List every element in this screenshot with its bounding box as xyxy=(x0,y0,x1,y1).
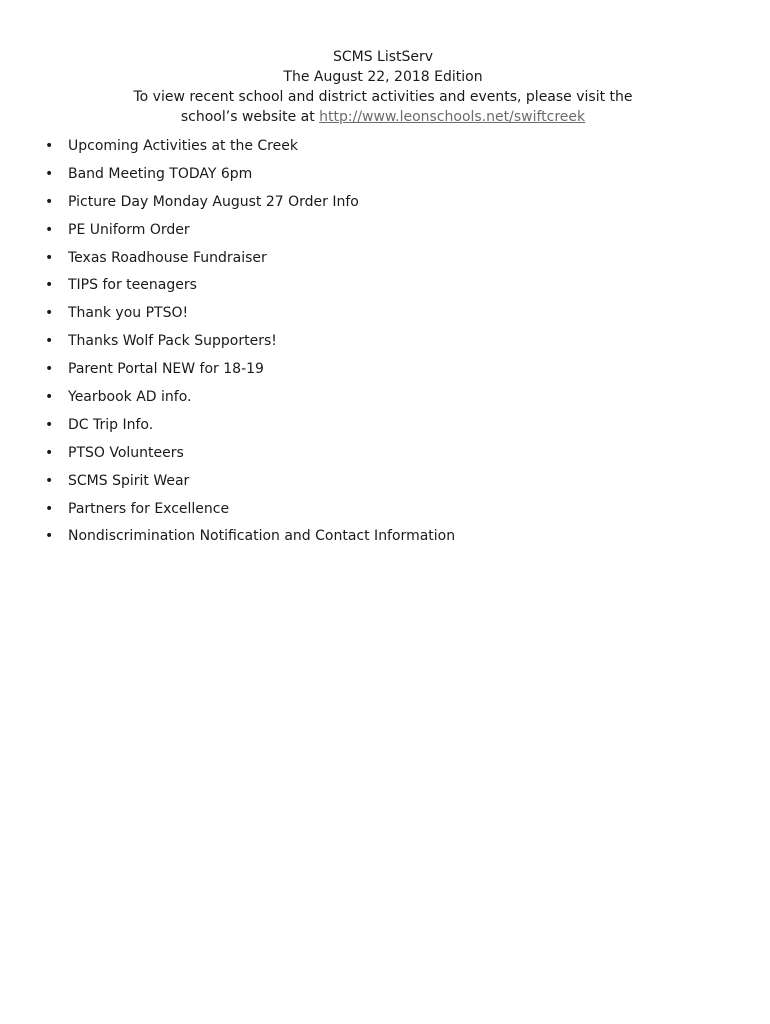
list-item-label: DC Trip Info. xyxy=(68,416,154,433)
edition-date: The August 22, 2018 Edition xyxy=(283,69,483,85)
bullet-icon: • xyxy=(45,444,54,461)
newsletter-title: SCMS ListServ xyxy=(332,49,434,65)
bullet-icon: • xyxy=(45,165,54,182)
bullet-icon: • xyxy=(45,528,54,545)
bullet-icon: • xyxy=(45,138,54,154)
bullet-icon: • xyxy=(45,500,54,517)
bullet-icon: • xyxy=(45,389,54,406)
list-item-label: Yearbook AD info. xyxy=(68,389,192,406)
list-item-label: Thank you PTSO! xyxy=(68,305,189,322)
newsletter-header xyxy=(0,47,766,127)
list-item-label: Band Meeting TODAY 6pm xyxy=(68,165,253,182)
bullet-icon: • xyxy=(45,416,54,433)
list-item-label: Thanks Wolf Pack Supporters! xyxy=(68,333,277,350)
list-item-label: PTSO Volunteers xyxy=(68,444,184,461)
list-item-label: TIPS for teenagers xyxy=(68,277,197,294)
list-item-label: Parent Portal NEW for 18-19 xyxy=(68,361,264,378)
bullet-icon: • xyxy=(45,277,54,294)
bullet-icon: • xyxy=(45,472,54,489)
list-item-label: SCMS Spirit Wear xyxy=(68,472,190,489)
list-item-label: Picture Day Monday August 27 Order Info xyxy=(68,193,359,210)
list-item-label: Partners for Excellence xyxy=(68,500,230,517)
school-website-link[interactable]: http://www.leonschools.net/swiftcreek xyxy=(319,109,586,125)
bullet-icon: • xyxy=(45,333,54,350)
list-item-label: Upcoming Activities at the Creek xyxy=(68,138,298,154)
list-item-label: PE Uniform Order xyxy=(68,221,190,238)
bullet-icon: • xyxy=(45,361,54,378)
intro-text-line-2 xyxy=(0,107,766,127)
bullet-icon: • xyxy=(45,221,54,238)
list-item-label: Nondiscrimination Notification and Contact Information xyxy=(68,528,456,545)
bullet-icon: • xyxy=(45,193,54,210)
intro-text-prefix: school’s website at xyxy=(180,109,320,125)
list-item-label: Texas Roadhouse Fundraiser xyxy=(68,249,267,266)
bullet-icon: • xyxy=(45,305,54,322)
intro-text-line-1: To view recent school and district activities and events, please visit the xyxy=(133,89,633,105)
bullet-icon: • xyxy=(45,249,54,266)
